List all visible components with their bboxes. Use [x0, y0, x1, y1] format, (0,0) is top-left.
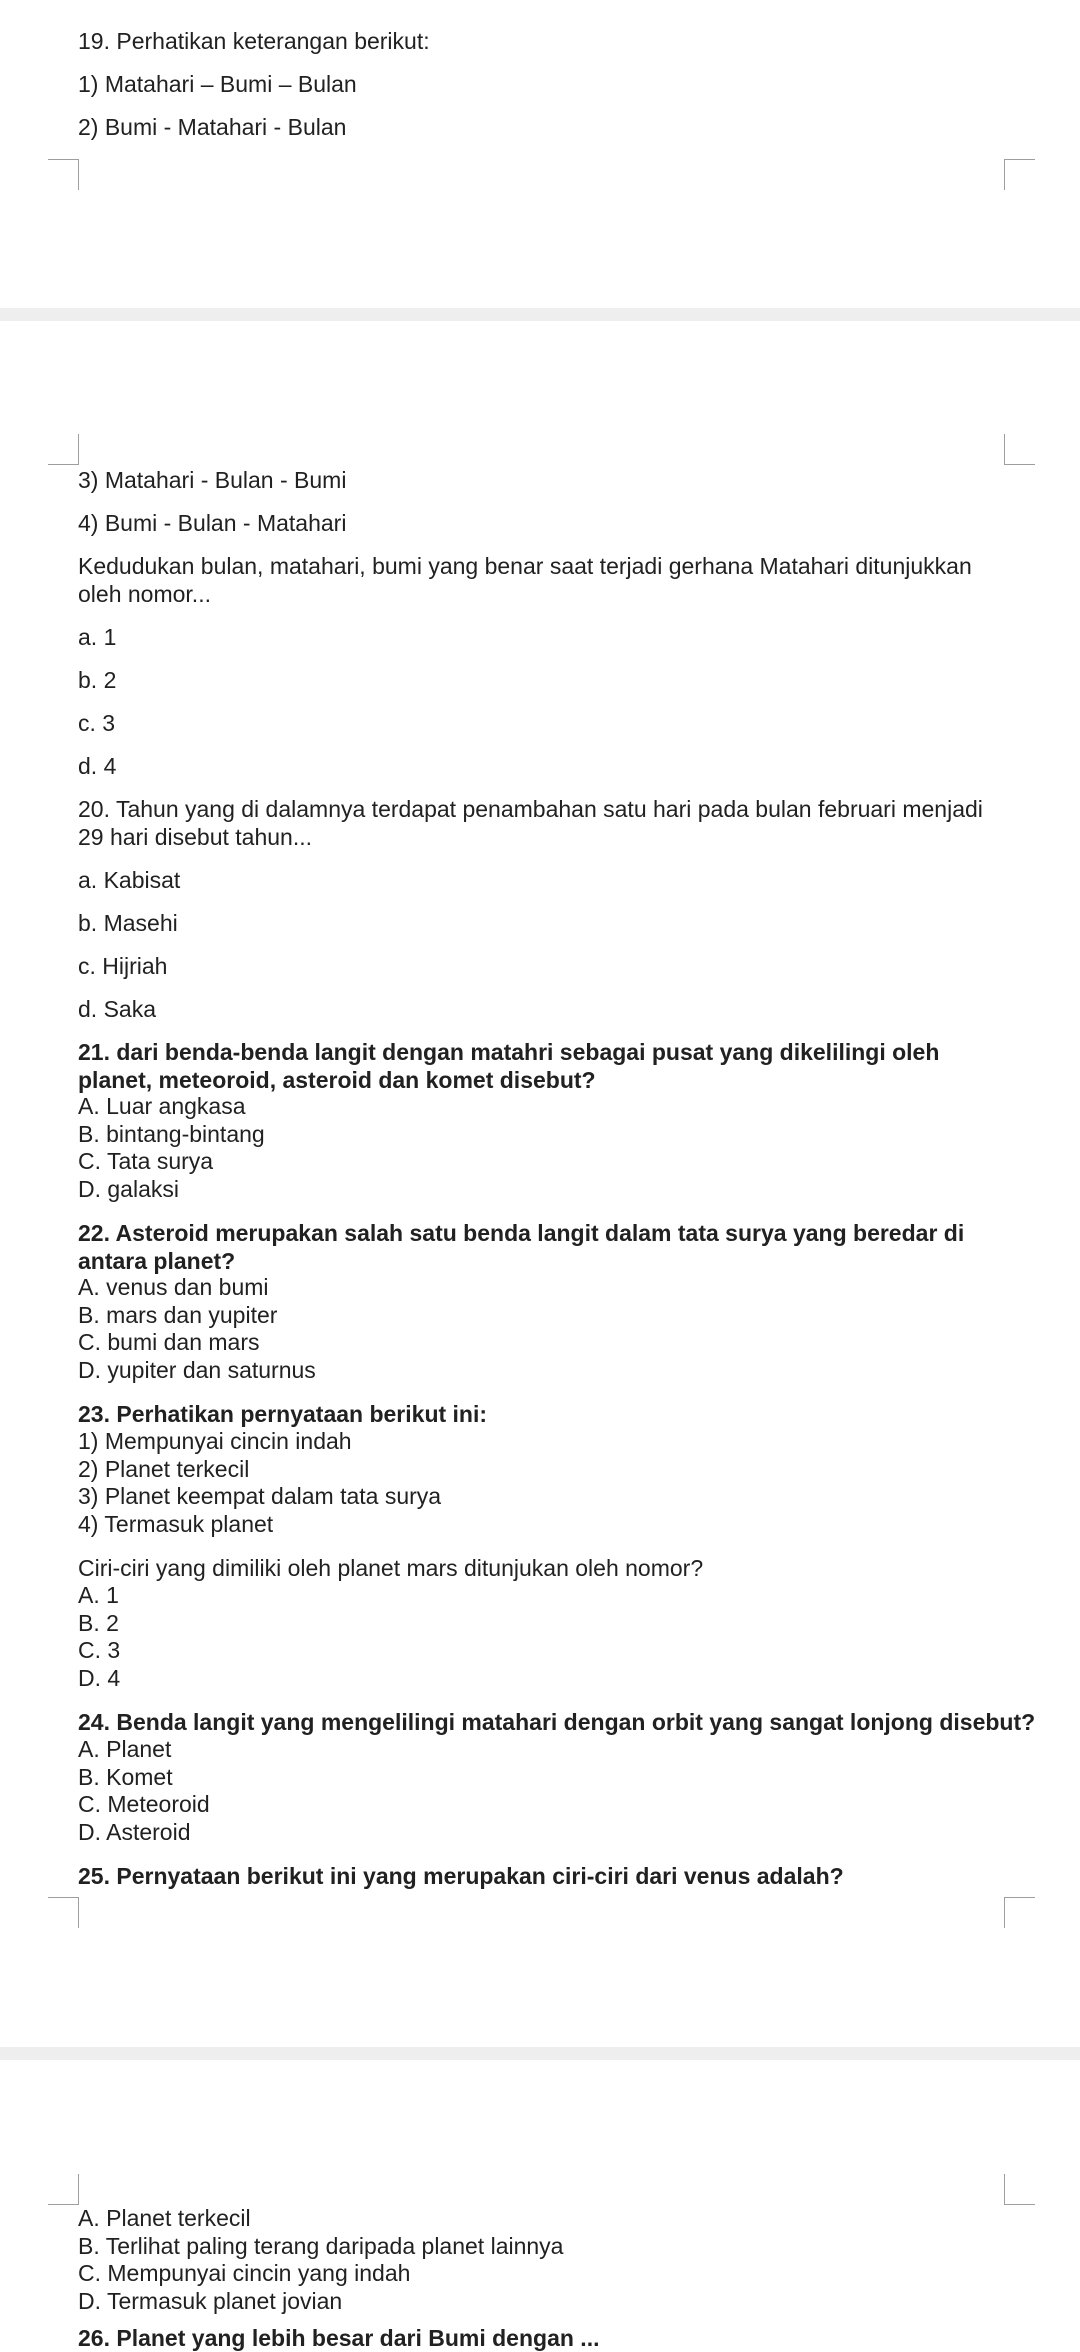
document-page-1 [0, 0, 1080, 308]
q20-answer-d: d. Saka [78, 996, 156, 1022]
q24-answer-d: D. Asteroid [78, 1819, 191, 1845]
crop-mark [1004, 159, 1035, 190]
q23-answer-b: B. 2 [78, 1610, 119, 1636]
q25-question: 25. Pernyataan berikut ini yang merupakan ciri-ciri dari venus adalah? [78, 1863, 844, 1889]
page-gap [0, 2047, 1080, 2060]
q22-question: 22. Asteroid merupakan salah satu benda langit dalam tata surya yang beredar di antara planet? [78, 1220, 965, 1274]
crop-mark [48, 1897, 79, 1928]
q23-statement-1: 1) Mempunyai cincin indah [78, 1428, 352, 1454]
q22-answer-c: C. bumi dan mars [78, 1329, 260, 1355]
q19-question: Kedudukan bulan, matahari, bumi yang benar saat terjadi gerhana Matahari ditunjukkan oleh nomor... [78, 553, 972, 607]
q19-answer-d: d. 4 [78, 753, 117, 779]
q19-answer-a: a. 1 [78, 624, 117, 650]
q23-answer-a: A. 1 [78, 1582, 119, 1608]
q26-question-partial: 26. Planet yang lebih besar dari Bumi dengan ... [78, 2325, 600, 2351]
q24-question: 24. Benda langit yang mengelilingi matahari dengan orbit yang sangat lonjong disebut? [78, 1709, 1036, 1735]
document-page-3 [0, 2060, 1080, 2351]
q21-answer-c: C. Tata surya [78, 1148, 214, 1174]
q21-answer-a: A. Luar angkasa [78, 1093, 246, 1119]
q23-statement-3: 3) Planet keempat dalam tata surya [78, 1483, 442, 1509]
q19-statement-2: 2) Bumi - Matahari - Bulan [78, 114, 347, 140]
q23-answer-d: D. 4 [78, 1665, 121, 1691]
q24-answer-b: B. Komet [78, 1764, 173, 1790]
q19-answer-b: b. 2 [78, 667, 117, 693]
q20-question: 20. Tahun yang di dalamnya terdapat penambahan satu hari pada bulan februari menjadi 29 hari disebut tahun... [78, 796, 983, 850]
document-page-2 [0, 321, 1080, 2047]
q23-answer-c: C. 3 [78, 1637, 121, 1663]
crop-mark [1004, 1897, 1035, 1928]
q19-title: 19. Perhatikan keterangan berikut: [78, 28, 430, 54]
crop-mark [1004, 434, 1035, 465]
crop-mark [48, 2174, 79, 2205]
q22-answer-d: D. yupiter dan saturnus [78, 1357, 316, 1383]
q23-prompt: Ciri-ciri yang dimiliki oleh planet mars ditunjukan oleh nomor? [78, 1555, 704, 1581]
q21-answer-b: B. bintang-bintang [78, 1121, 265, 1147]
q21-question: 21. dari benda-benda langit dengan matahri sebagai pusat yang dikelilingi oleh planet, meteoroid, asteroid dan komet disebut? [78, 1039, 940, 1093]
q24-answer-c: C. Meteoroid [78, 1791, 210, 1817]
crop-mark [48, 434, 79, 465]
q24-answer-a: A. Planet [78, 1736, 172, 1762]
q23-question: 23. Perhatikan pernyataan berikut ini: [78, 1401, 488, 1427]
q21-answer-d: D. galaksi [78, 1176, 179, 1202]
q22-answer-a: A. venus dan bumi [78, 1274, 269, 1300]
crop-mark [48, 159, 79, 190]
q20-answer-a: a. Kabisat [78, 867, 181, 893]
crop-mark [1004, 2174, 1035, 2205]
q19-answer-c: c. 3 [78, 710, 116, 736]
q20-answer-c: c. Hijriah [78, 953, 168, 979]
q25-answer-d: D. Termasuk planet jovian [78, 2288, 343, 2314]
q19-statement-3: 3) Matahari - Bulan - Bumi [78, 467, 347, 493]
page-gap [0, 308, 1080, 321]
q23-statement-4: 4) Termasuk planet [78, 1511, 274, 1537]
q22-answer-b: B. mars dan yupiter [78, 1302, 278, 1328]
q23-statement-2: 2) Planet terkecil [78, 1456, 250, 1482]
q25-answer-b: B. Terlihat paling terang daripada planet lainnya [78, 2233, 564, 2259]
q25-answer-c: C. Mempunyai cincin yang indah [78, 2260, 411, 2286]
q20-answer-b: b. Masehi [78, 910, 178, 936]
q19-statement-4: 4) Bumi - Bulan - Matahari [78, 510, 347, 536]
q25-answer-a: A. Planet terkecil [78, 2205, 251, 2231]
q19-statement-1: 1) Matahari – Bumi – Bulan [78, 71, 357, 97]
